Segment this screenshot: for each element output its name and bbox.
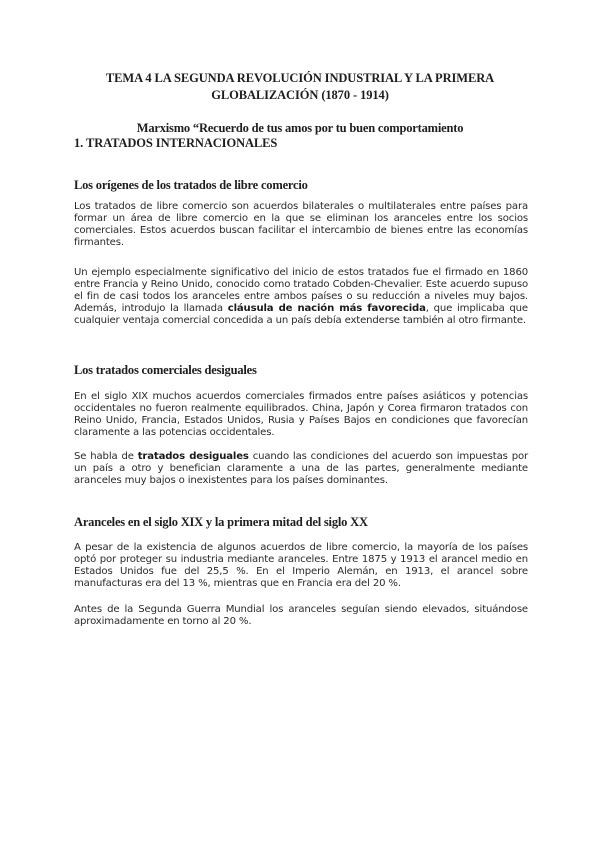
text-run: Un ejemplo especialmente significativo del inicio de estos tratados fue el firmado en 1860 entre Francia y Reino Unido, conocido como tratado Cobden-Chevalier. Este acuerdo supuso el fin de casi todos los aranceles entre ambos países o su reducción a niveles muy bajos. Además, introdujo la llamada — [74, 267, 528, 314]
text-run: cuando las condiciones del acuerdo son impuestas por un país a otro y benefician claramente a una de las partes, generalmente mediante aranceles muy bajos o inexistentes para los países dominantes. — [74, 451, 528, 486]
heading-origenes: Los orígenes de los tratados de libre comercio — [74, 178, 308, 192]
text-run: Se habla de — [74, 451, 138, 462]
paragraph-desiguales-2 — [74, 451, 528, 487]
subtitle: Marxismo “Recuerdo de tus amos por tu buen comportamiento — [136, 121, 464, 135]
paragraph-origenes-2 — [74, 267, 528, 327]
section-heading-1: 1. TRATADOS INTERNACIONALES — [74, 136, 278, 150]
text-run: , que implicaba que cualquier ventaja comercial concedida a un país debía extenderse también al otro firmante. — [74, 303, 528, 326]
paragraph-aranceles-1: A pesar de la existencia de algunos acuerdos de libre comercio, la mayoría de los países optó por proteger su industria mediante aranceles. Entre 1875 y 1913 el arancel medio en Estados Unidos fue del 25,5 %. En el Imperio Alemán, en 1913, el arancel sobre manufacturas era del 13 %, mientras que en Francia era del 20 %. — [74, 542, 528, 589]
heading-aranceles: Aranceles en el siglo XIX y la primera mitad del siglo XX — [74, 515, 368, 529]
title-line-1: TEMA 4 LA SEGUNDA REVOLUCIÓN INDUSTRIAL Y LA PRIMERA — [105, 71, 495, 85]
paragraph-origenes-1: Los tratados de libre comercio son acuerdos bilaterales o multilaterales entre países para formar un área de libre comercio en la que se eliminan los aranceles entre los socios comerciales. Estos acuerdos buscan facilitar el intercambio de bienes entre las economías firmantes. — [74, 201, 528, 248]
bold-term: cláusula de nación más favorecida — [227, 303, 426, 314]
bold-term: tratados desiguales — [137, 451, 249, 462]
paragraph-aranceles-2: Antes de la Segunda Guerra Mundial los aranceles seguían siendo elevados, situándose aproximadamente en torno al 20 %. — [74, 604, 528, 627]
paragraph-desiguales-1: En el siglo XIX muchos acuerdos comerciales firmados entre países asiáticos y potencias occidentales no fueron realmente equilibrados. China, Japón y Corea firmaron tratados con Reino Unido, Francia, Estados Unidos, Rusia y Países Bajos en condiciones que favorecían claramente a las potencias occidentales. — [74, 391, 528, 438]
document-title — [60, 70, 540, 104]
title-line-2: GLOBALIZACIÓN (1870 - 1914) — [211, 88, 389, 102]
heading-desiguales: Los tratados comerciales desiguales — [74, 363, 257, 377]
